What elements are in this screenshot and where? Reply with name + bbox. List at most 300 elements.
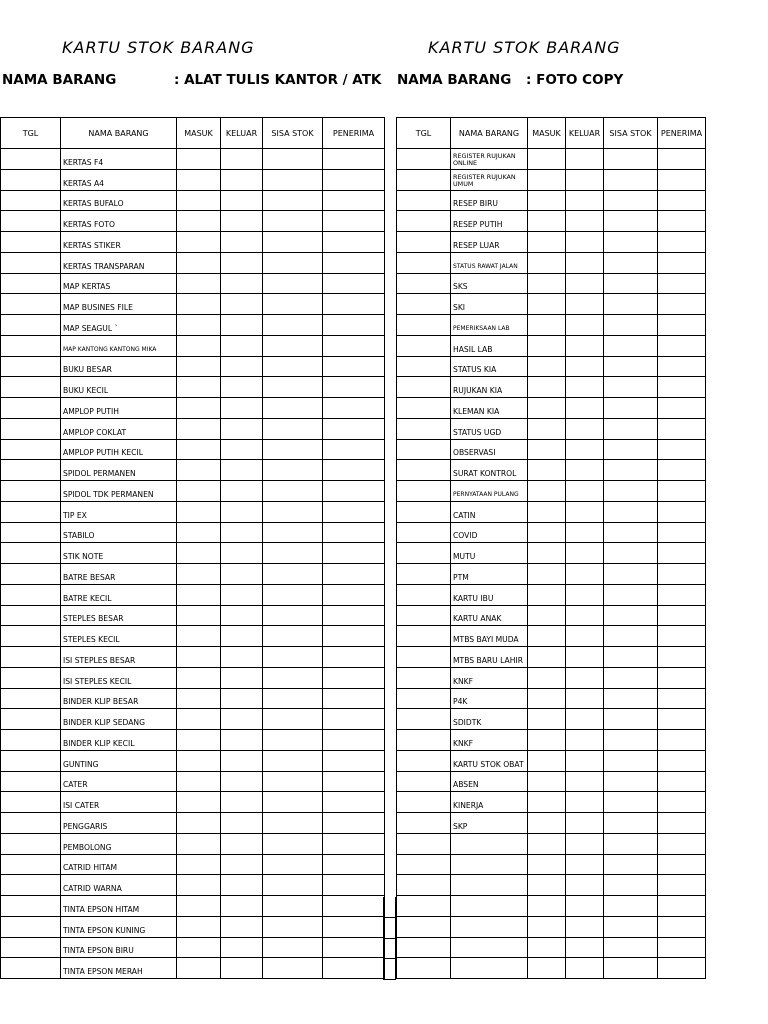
masuk-cell <box>177 418 221 439</box>
penerima-cell <box>323 377 385 398</box>
penerima-cell <box>323 916 385 937</box>
table-row <box>1 398 385 419</box>
keluar-cell <box>566 294 604 315</box>
sisa-stok-cell <box>263 564 323 585</box>
penerima-cell <box>323 813 385 834</box>
nama-barang-cell: BINDER KLIP SEDANG <box>61 709 177 730</box>
masuk-cell <box>528 916 566 937</box>
tgl-cell <box>1 211 61 232</box>
nama-barang-cell: AMPLOP PUTIH KECIL <box>61 439 177 460</box>
header-tgl: TGL <box>1 118 61 149</box>
gap-cell <box>383 897 396 918</box>
sisa-stok-cell <box>604 916 658 937</box>
table-row <box>397 149 706 170</box>
nama-barang-cell: MTBS BAYI MUDA <box>451 626 528 647</box>
nama-barang-cell: TIP EX <box>61 501 177 522</box>
masuk-cell <box>528 813 566 834</box>
keluar-cell <box>566 792 604 813</box>
keluar-cell <box>566 273 604 294</box>
table-row <box>1 833 385 854</box>
masuk-cell <box>528 833 566 854</box>
nama-barang-cell: PTM <box>451 564 528 585</box>
nama-barang-cell: TINTA EPSON HITAM <box>61 896 177 917</box>
tgl-cell <box>397 522 451 543</box>
sisa-stok-cell <box>604 335 658 356</box>
penerima-cell <box>658 937 706 958</box>
table-gap-cells <box>383 897 396 980</box>
keluar-cell <box>566 211 604 232</box>
table-row <box>397 522 706 543</box>
sisa-stok-cell <box>263 190 323 211</box>
tgl-cell <box>1 958 61 979</box>
penerima-cell <box>323 418 385 439</box>
sisa-stok-cell <box>604 481 658 502</box>
nama-barang-cell: TINTA EPSON BIRU <box>61 937 177 958</box>
sisa-stok-cell <box>263 169 323 190</box>
masuk-cell <box>177 252 221 273</box>
keluar-cell <box>221 667 263 688</box>
nama-barang-cell: COVID <box>451 522 528 543</box>
nama-barang-cell: MTBS BARU LAHIR <box>451 647 528 668</box>
sisa-stok-cell <box>263 356 323 377</box>
table-row <box>1 418 385 439</box>
masuk-cell <box>177 315 221 336</box>
penerima-cell <box>658 875 706 896</box>
nama-barang-cell: KNKF <box>451 730 528 751</box>
masuk-cell <box>177 958 221 979</box>
masuk-cell <box>528 709 566 730</box>
table-row <box>1 460 385 481</box>
keluar-cell <box>566 190 604 211</box>
keluar-cell <box>221 688 263 709</box>
keluar-cell <box>221 439 263 460</box>
nama-barang-cell: BINDER KLIP KECIL <box>61 730 177 751</box>
nama-barang-cell: TINTA EPSON MERAH <box>61 958 177 979</box>
right-item-label: NAMA BARANG <box>397 72 512 88</box>
sisa-stok-cell <box>263 252 323 273</box>
masuk-cell <box>528 273 566 294</box>
penerima-cell <box>323 232 385 253</box>
penerima-cell <box>323 398 385 419</box>
table-row <box>397 169 706 190</box>
masuk-cell <box>528 418 566 439</box>
left-item-value: : ALAT TULIS KANTOR / ATK <box>174 72 382 88</box>
penerima-cell <box>323 792 385 813</box>
masuk-cell <box>177 481 221 502</box>
penerima-cell <box>658 916 706 937</box>
nama-barang-cell: MAP KERTAS <box>61 273 177 294</box>
masuk-cell <box>528 252 566 273</box>
nama-barang-cell: MAP SEAGUL ` <box>61 315 177 336</box>
table-row <box>397 688 706 709</box>
penerima-cell <box>323 481 385 502</box>
table-row <box>397 875 706 896</box>
masuk-cell <box>177 190 221 211</box>
tgl-cell <box>397 211 451 232</box>
penerima-cell <box>658 958 706 979</box>
tgl-cell <box>1 937 61 958</box>
table-row <box>397 543 706 564</box>
sisa-stok-cell <box>263 667 323 688</box>
table-row <box>1 273 385 294</box>
keluar-cell <box>221 356 263 377</box>
penerima-cell <box>323 501 385 522</box>
keluar-cell <box>221 750 263 771</box>
penerima-cell <box>658 667 706 688</box>
tgl-cell <box>397 232 451 253</box>
sisa-stok-cell <box>263 813 323 834</box>
keluar-cell <box>566 626 604 647</box>
masuk-cell <box>528 854 566 875</box>
keluar-cell <box>566 937 604 958</box>
tgl-cell <box>397 149 451 170</box>
penerima-cell <box>323 750 385 771</box>
penerima-cell <box>658 398 706 419</box>
table-row <box>1 149 385 170</box>
table-row <box>1 792 385 813</box>
sisa-stok-cell <box>263 833 323 854</box>
table-row <box>397 916 706 937</box>
tgl-cell <box>1 626 61 647</box>
masuk-cell <box>528 543 566 564</box>
sisa-stok-cell <box>263 315 323 336</box>
nama-barang-cell: RUJUKAN KIA <box>451 377 528 398</box>
table-row <box>1 252 385 273</box>
keluar-cell <box>221 190 263 211</box>
table-row <box>1 335 385 356</box>
table-row <box>1 750 385 771</box>
tgl-cell <box>397 813 451 834</box>
penerima-cell <box>323 688 385 709</box>
penerima-cell <box>658 750 706 771</box>
penerima-cell <box>658 252 706 273</box>
table-row <box>1 190 385 211</box>
tgl-cell <box>1 356 61 377</box>
penerima-cell <box>323 211 385 232</box>
sisa-stok-cell <box>604 730 658 751</box>
masuk-cell <box>177 688 221 709</box>
keluar-cell <box>566 688 604 709</box>
sisa-stok-cell <box>604 709 658 730</box>
table-row <box>397 771 706 792</box>
sisa-stok-cell <box>263 875 323 896</box>
masuk-cell <box>528 232 566 253</box>
table-row <box>1 813 385 834</box>
keluar-cell <box>221 273 263 294</box>
sisa-stok-cell <box>604 169 658 190</box>
keluar-cell <box>566 481 604 502</box>
sisa-stok-cell <box>263 584 323 605</box>
keluar-cell <box>221 460 263 481</box>
nama-barang-cell: RESEP LUAR <box>451 232 528 253</box>
keluar-cell <box>566 543 604 564</box>
sisa-stok-cell <box>604 771 658 792</box>
sisa-stok-cell <box>604 626 658 647</box>
tgl-cell <box>397 750 451 771</box>
nama-barang-cell <box>451 958 528 979</box>
tgl-cell <box>397 335 451 356</box>
masuk-cell <box>528 315 566 336</box>
masuk-cell <box>177 730 221 751</box>
keluar-cell <box>566 750 604 771</box>
penerima-cell <box>658 813 706 834</box>
tgl-cell <box>397 792 451 813</box>
masuk-cell <box>177 294 221 315</box>
sisa-stok-cell <box>604 937 658 958</box>
nama-barang-cell: SKS <box>451 273 528 294</box>
tgl-cell <box>1 564 61 585</box>
gap-cell <box>383 918 396 939</box>
tgl-cell <box>397 916 451 937</box>
table-row <box>397 605 706 626</box>
nama-barang-cell <box>451 916 528 937</box>
header-nama-barang: NAMA BARANG <box>61 118 177 149</box>
keluar-cell <box>566 854 604 875</box>
keluar-cell <box>566 232 604 253</box>
table-row <box>1 626 385 647</box>
table-row <box>1 232 385 253</box>
sisa-stok-cell <box>604 854 658 875</box>
tgl-cell <box>1 273 61 294</box>
tgl-cell <box>397 481 451 502</box>
nama-barang-cell: KARTU IBU <box>451 584 528 605</box>
masuk-cell <box>528 750 566 771</box>
penerima-cell <box>658 356 706 377</box>
keluar-cell <box>221 211 263 232</box>
penerima-cell <box>658 481 706 502</box>
nama-barang-cell: RESEP BIRU <box>451 190 528 211</box>
tgl-cell <box>1 647 61 668</box>
masuk-cell <box>528 958 566 979</box>
penerima-cell <box>323 854 385 875</box>
masuk-cell <box>177 647 221 668</box>
table-row <box>397 730 706 751</box>
sisa-stok-cell <box>263 792 323 813</box>
nama-barang-cell: STEPLES BESAR <box>61 605 177 626</box>
table-row <box>1 522 385 543</box>
table-row <box>1 709 385 730</box>
table-row <box>1 439 385 460</box>
masuk-cell <box>528 688 566 709</box>
table-row <box>397 377 706 398</box>
keluar-cell <box>221 335 263 356</box>
header-keluar: KELUAR <box>221 118 263 149</box>
table-row <box>397 315 706 336</box>
keluar-cell <box>566 584 604 605</box>
penerima-cell <box>323 190 385 211</box>
penerima-cell <box>658 169 706 190</box>
keluar-cell <box>566 730 604 751</box>
masuk-cell <box>177 501 221 522</box>
nama-barang-cell: ISI STEPLES BESAR <box>61 647 177 668</box>
nama-barang-cell <box>451 854 528 875</box>
nama-barang-cell: SKI <box>451 294 528 315</box>
nama-barang-cell: RESEP PUTIH <box>451 211 528 232</box>
penerima-cell <box>323 896 385 917</box>
gap-cell <box>383 939 396 960</box>
sisa-stok-cell <box>604 792 658 813</box>
nama-barang-cell: KERTAS STIKER <box>61 232 177 253</box>
keluar-cell <box>566 709 604 730</box>
nama-barang-cell: PENGGARIS <box>61 813 177 834</box>
tgl-cell <box>1 481 61 502</box>
penerima-cell <box>323 460 385 481</box>
sisa-stok-cell <box>604 460 658 481</box>
keluar-cell <box>566 398 604 419</box>
sisa-stok-cell <box>604 232 658 253</box>
masuk-cell <box>177 916 221 937</box>
penerima-cell <box>658 418 706 439</box>
sisa-stok-cell <box>604 688 658 709</box>
masuk-cell <box>528 667 566 688</box>
masuk-cell <box>177 211 221 232</box>
keluar-cell <box>221 875 263 896</box>
sisa-stok-cell <box>263 501 323 522</box>
tgl-cell <box>397 294 451 315</box>
header-sisa-stok: SISA STOK <box>604 118 658 149</box>
table-row <box>1 584 385 605</box>
penerima-cell <box>323 605 385 626</box>
nama-barang-cell: KERTAS BUFALO <box>61 190 177 211</box>
nama-barang-cell: SPIDOL TDK PERMANEN <box>61 481 177 502</box>
keluar-cell <box>566 501 604 522</box>
sisa-stok-cell <box>604 875 658 896</box>
keluar-cell <box>221 813 263 834</box>
table-row <box>397 750 706 771</box>
nama-barang-cell: KINERJA <box>451 792 528 813</box>
table-row <box>1 315 385 336</box>
tgl-cell <box>397 688 451 709</box>
nama-barang-cell <box>451 833 528 854</box>
tgl-cell <box>1 460 61 481</box>
sisa-stok-cell <box>604 605 658 626</box>
penerima-cell <box>658 584 706 605</box>
penerima-cell <box>323 149 385 170</box>
masuk-cell <box>177 667 221 688</box>
sisa-stok-cell <box>263 854 323 875</box>
masuk-cell <box>177 792 221 813</box>
penerima-cell <box>323 647 385 668</box>
table-row <box>397 709 706 730</box>
tgl-cell <box>1 252 61 273</box>
right-card-title: KARTU STOK BARANG <box>428 38 621 57</box>
nama-barang-cell <box>451 875 528 896</box>
tgl-cell <box>397 169 451 190</box>
nama-barang-cell: BUKU BESAR <box>61 356 177 377</box>
nama-barang-cell: CATIN <box>451 501 528 522</box>
sisa-stok-cell <box>263 273 323 294</box>
sisa-stok-cell <box>263 335 323 356</box>
nama-barang-cell: HASIL LAB <box>451 335 528 356</box>
table-row <box>397 896 706 917</box>
sisa-stok-cell <box>263 896 323 917</box>
sisa-stok-cell <box>263 771 323 792</box>
sisa-stok-cell <box>263 730 323 751</box>
tgl-cell <box>1 418 61 439</box>
header-masuk: MASUK <box>528 118 566 149</box>
masuk-cell <box>528 626 566 647</box>
penerima-cell <box>323 335 385 356</box>
sisa-stok-cell <box>263 439 323 460</box>
tgl-cell <box>1 730 61 751</box>
keluar-cell <box>221 792 263 813</box>
keluar-cell <box>566 647 604 668</box>
masuk-cell <box>177 356 221 377</box>
masuk-cell <box>528 439 566 460</box>
tgl-cell <box>1 377 61 398</box>
nama-barang-cell: ABSEN <box>451 771 528 792</box>
masuk-cell <box>528 647 566 668</box>
sisa-stok-cell <box>263 377 323 398</box>
sisa-stok-cell <box>263 294 323 315</box>
sisa-stok-cell <box>263 647 323 668</box>
header-keluar: KELUAR <box>566 118 604 149</box>
keluar-cell <box>221 294 263 315</box>
tgl-cell <box>1 335 61 356</box>
tgl-cell <box>397 854 451 875</box>
left-item-label: NAMA BARANG <box>2 72 117 88</box>
tgl-cell <box>1 833 61 854</box>
nama-barang-cell: STATUS KIA <box>451 356 528 377</box>
penerima-cell <box>658 315 706 336</box>
tgl-cell <box>397 730 451 751</box>
table-row <box>1 730 385 751</box>
penerima-cell <box>323 439 385 460</box>
table-row <box>1 647 385 668</box>
sisa-stok-cell <box>604 501 658 522</box>
table-row <box>1 688 385 709</box>
masuk-cell <box>177 813 221 834</box>
nama-barang-cell: BATRE KECIL <box>61 584 177 605</box>
nama-barang-cell: STATUS RAWAT JALAN <box>451 252 528 273</box>
sisa-stok-cell <box>263 149 323 170</box>
header-sisa-stok: SISA STOK <box>263 118 323 149</box>
tgl-cell <box>1 896 61 917</box>
penerima-cell <box>658 605 706 626</box>
keluar-cell <box>566 169 604 190</box>
table-row <box>1 169 385 190</box>
nama-barang-cell: SKP <box>451 813 528 834</box>
table-row <box>397 211 706 232</box>
tgl-cell <box>397 252 451 273</box>
tgl-cell <box>397 377 451 398</box>
tgl-cell <box>397 418 451 439</box>
tgl-cell <box>1 232 61 253</box>
penerima-cell <box>323 564 385 585</box>
keluar-cell <box>221 647 263 668</box>
masuk-cell <box>528 605 566 626</box>
penerima-cell <box>323 875 385 896</box>
sisa-stok-cell <box>604 190 658 211</box>
tgl-cell <box>1 813 61 834</box>
penerima-cell <box>323 771 385 792</box>
penerima-cell <box>323 356 385 377</box>
table-row <box>397 667 706 688</box>
sisa-stok-cell <box>604 813 658 834</box>
tgl-cell <box>397 709 451 730</box>
keluar-cell <box>221 377 263 398</box>
sisa-stok-cell <box>604 273 658 294</box>
penerima-cell <box>323 294 385 315</box>
sisa-stok-cell <box>604 211 658 232</box>
tgl-cell <box>1 667 61 688</box>
keluar-cell <box>221 169 263 190</box>
penerima-cell <box>658 854 706 875</box>
table-row <box>397 937 706 958</box>
table-row <box>397 564 706 585</box>
nama-barang-cell: KERTAS F4 <box>61 149 177 170</box>
tgl-cell <box>397 875 451 896</box>
